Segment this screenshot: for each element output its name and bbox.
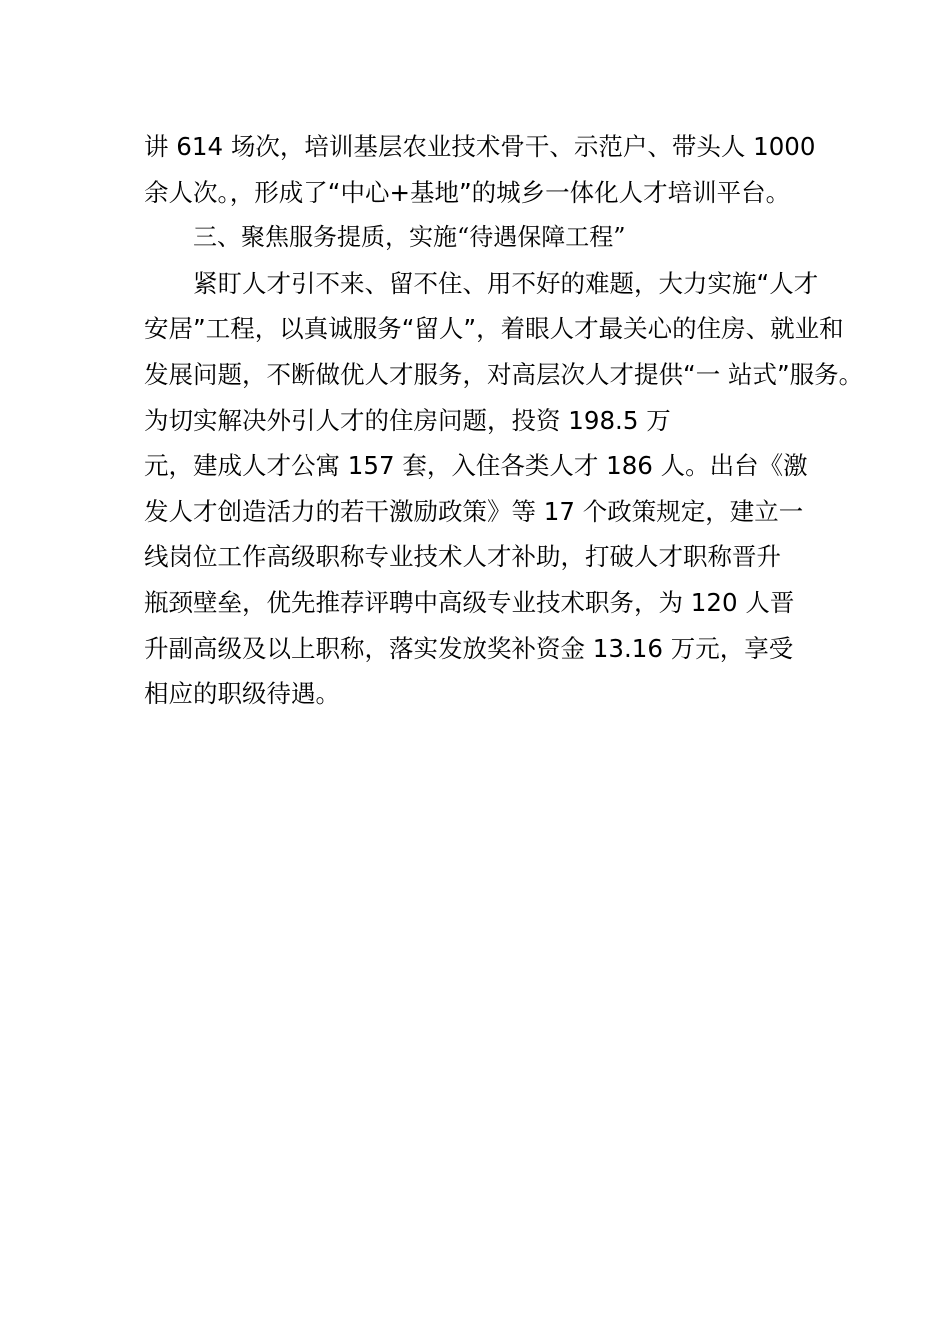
text-line-2: 余人次。，形成了“中心+基地”的城乡一体化人才培训平台。 bbox=[144, 177, 791, 207]
text-line-7: 为切实解决外引人才的住房问题，投资 198.5 万 bbox=[144, 405, 671, 435]
text-line-11: 瓶颈壁垒，优先推荐评聘中高级专业技术职务，为 120 人晋 bbox=[144, 587, 795, 617]
text-line-12: 升副高级及以上职称，落实发放奖补资金 13.16 万元，享受 bbox=[144, 633, 794, 663]
document-body bbox=[144, 124, 864, 717]
text-line-6: 发展问题，不断做优人才服务，对高层次人才提供“一 站式”服务。 bbox=[144, 359, 864, 389]
section-heading: 三、聚焦服务提质，实施“待遇保障工程” bbox=[193, 223, 626, 252]
text-line-1: 讲 614 场次，培训基层农业技术骨干、示范户、带头人 1000 bbox=[144, 132, 816, 161]
text-line-8: 元，建成人才公寓 157 套，入住各类人才 186 人。出台《激 bbox=[144, 451, 808, 481]
text-line-4: 紧盯人才引不来、留不住、用不好的难题，大力实施“人才 bbox=[193, 268, 819, 298]
text-line-9: 发人才创造活力的若干激励政策》等 17 个政策规定，建立一 bbox=[144, 496, 804, 526]
text-line-10: 线岗位工作高级职称专业技术人才补助，打破人才职称晋升 bbox=[144, 542, 781, 572]
text-line-13: 相应的职级待遇。 bbox=[144, 679, 340, 709]
text-line-5: 安居”工程，以真诚服务“留人”，着眼人才最关心的住房、就业和 bbox=[144, 314, 844, 344]
